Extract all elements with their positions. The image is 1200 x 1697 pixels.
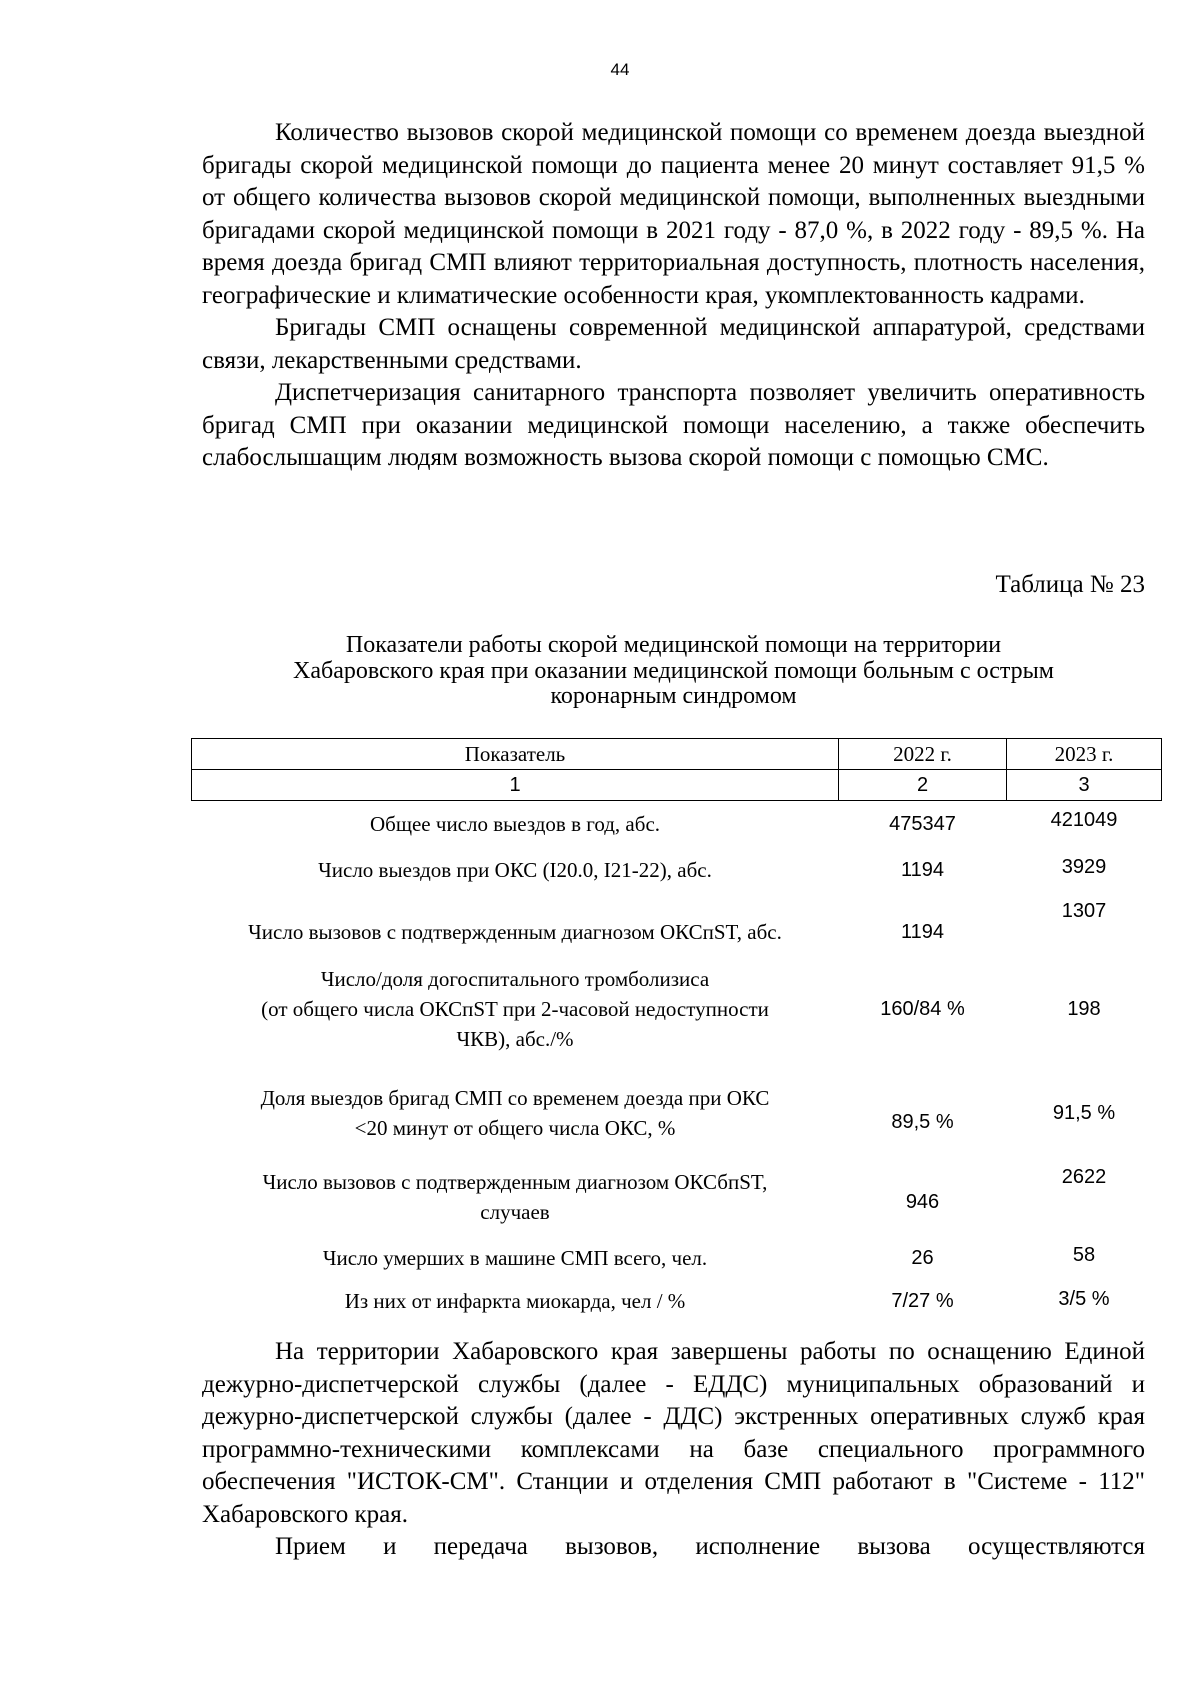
row-label-line: случаев <box>480 1199 550 1224</box>
table-caption-line: Показатели работы скорой медицинской помощи на территории <box>345 632 1002 658</box>
body-text-bottom <box>202 1336 1145 1564</box>
value-2022: 7/27 % <box>891 1289 954 1312</box>
row-label-line: (от общего числа ОКСпST при 2-часовой недоступности <box>261 996 769 1021</box>
column-header-indicator: Показатель <box>192 739 839 770</box>
column-index: 2 <box>839 770 1007 801</box>
column-index: 1 <box>192 770 839 801</box>
table-row <box>192 1068 1162 1158</box>
paragraph: Количество вызовов скорой медицинской помощи со временем доезда выездной бригады скорой медицинской помощи до пациента менее 20 минут составляет 91,5 % от общего количества вызовов скорой медицинской помощи, выполненных выездными бригадами скорой медицинской помощи в 2021 году - 87,0 %, в 2022 году - 89,5 %. На время доезда бригад СМП влияют территориальная доступность, плотность населения, географические и климатические особенности края, укомплектованность кадрами. <box>202 119 1145 309</box>
value-2023: 3/5 % <box>1058 1287 1110 1310</box>
table-row <box>192 801 1162 848</box>
row-label <box>192 1068 839 1158</box>
table-caption-line: Хабаровского края при оказании медицинской помощи больным с острым <box>293 657 1054 684</box>
row-label-line: Доля выездов бригад СМП со временем доезда при ОКС <box>260 1085 770 1110</box>
value-2023: 58 <box>1072 1243 1096 1266</box>
row-label: Число умерших в машине СМП всего, чел. <box>322 1245 708 1270</box>
table-number: Таблица № 23 <box>995 571 1145 598</box>
value-2022: 26 <box>911 1246 934 1269</box>
row-label: Число вызовов с подтвержденным диагнозом ОКСпST, абс. <box>248 919 782 944</box>
value-2023: 1307 <box>1061 899 1107 922</box>
table-row <box>192 950 1162 1068</box>
value-2022: 946 <box>905 1190 940 1213</box>
value-2022: 89,5 % <box>891 1110 954 1133</box>
table-row <box>192 1236 1162 1280</box>
value-2023: 2622 <box>1061 1165 1107 1188</box>
paragraph: Бригады СМП оснащены современной медицинской аппаратурой, средствами связи, лекарственными средствами. <box>202 314 1145 374</box>
indicators-table <box>191 738 1162 1322</box>
table-row <box>192 848 1162 892</box>
value-2023: 91,5 % <box>1052 1101 1116 1124</box>
table-header-row <box>192 739 1162 770</box>
table-row <box>192 1280 1162 1322</box>
column-header-2022: 2022 г. <box>839 739 1007 770</box>
column-index: 3 <box>1007 770 1162 801</box>
column-header-2023: 2023 г. <box>1007 739 1162 770</box>
page-number: 44 <box>610 60 630 79</box>
value-2022: 160/84 % <box>880 997 965 1020</box>
paragraph: Диспетчеризация санитарного транспорта позволяет увеличить оперативность бригад СМП при оказании медицинской помощи населению, а также обеспечить слабослышащим людям возможность вызова скорой помощи с помощью СМС. <box>202 379 1145 471</box>
value-2022: 1194 <box>900 858 944 881</box>
row-label-line: Число вызовов с подтвержденным диагнозом ОКСбпST, <box>262 1169 768 1194</box>
paragraph: Прием и передача вызовов, исполнение вызова осуществляются <box>275 1533 1145 1560</box>
value-2023: 421049 <box>1050 809 1118 831</box>
value-2022: 1194 <box>900 920 944 943</box>
table-row <box>192 892 1162 950</box>
row-label: Из них от инфаркта миокарда, чел / % <box>344 1288 686 1313</box>
table-caption <box>202 633 1145 710</box>
row-label-line: ЧКВ), абс./% <box>456 1026 574 1051</box>
row-label <box>192 1158 839 1236</box>
table-caption-line: коронарным синдромом <box>550 683 797 709</box>
table-row <box>192 1158 1162 1236</box>
row-label <box>192 950 839 1068</box>
row-label: Число выездов при ОКС (I20.0, I21-22), абс. <box>318 857 712 882</box>
paragraph: На территории Хабаровского края завершены работы по оснащению Единой дежурно-диспетчерской службы (далее - ЕДДС) муниципальных образований и дежурно-диспетчерской службы (далее - ДДС) экстренных оперативных служб края программно-техническими комплексами на базе специального программного обеспечения "ИСТОК-СМ". Станции и отделения СМП работают в "Системе - 112" Хабаровского края. <box>202 1338 1145 1528</box>
table-index-row <box>192 770 1162 801</box>
value-2023: 198 <box>1067 997 1101 1020</box>
row-label-line: <20 минут от общего числа ОКС, % <box>354 1115 676 1140</box>
value-2023: 3929 <box>1061 855 1107 878</box>
body-text-top <box>202 117 1145 475</box>
row-label: Общее число выездов в год, абс. <box>369 812 661 837</box>
row-label-line: Число/доля догоспитального тромболизиса <box>320 966 710 991</box>
value-2022: 475347 <box>889 813 956 836</box>
